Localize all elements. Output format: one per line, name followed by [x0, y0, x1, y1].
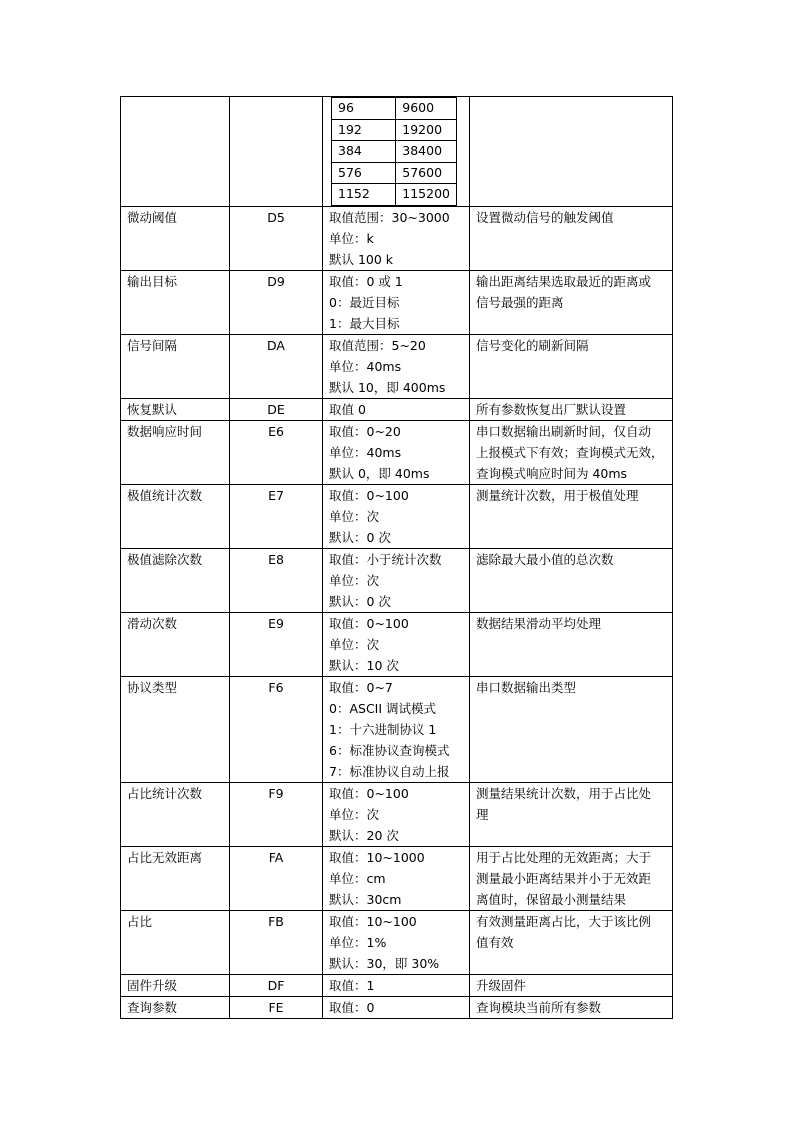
parameter-value-line: 取值：0~20: [329, 423, 401, 439]
parameter-value-line: 单位：40ms: [329, 358, 402, 374]
parameter-value-line: 默认 100 k: [329, 251, 394, 267]
parameter-name: 占比: [121, 910, 230, 974]
baud-table-row: [332, 141, 457, 163]
parameter-value-line: 默认：30cm: [329, 891, 402, 907]
parameter-name: 滑动次数: [121, 612, 230, 676]
parameter-row: [121, 612, 673, 676]
parameter-value-line: 1：最大目标: [329, 315, 400, 331]
parameter-value-line: 取值范围：30~3000: [329, 209, 450, 225]
parameter-code: E6: [230, 420, 323, 484]
parameter-values: [323, 676, 470, 782]
parameter-description-line: 数据结果滑动平均处理: [476, 615, 602, 631]
parameter-code: F6: [230, 676, 323, 782]
parameter-name: 数据响应时间: [121, 420, 230, 484]
parameter-code: E9: [230, 612, 323, 676]
parameter-values: [323, 420, 470, 484]
parameter-value-line: 默认：30，即 30%: [329, 955, 440, 971]
parameter-values: [323, 782, 470, 846]
parameter-values: [323, 270, 470, 334]
parameter-description: [470, 612, 673, 676]
parameter-description: [470, 484, 673, 548]
parameter-description-line: 滤除最大最小值的总次数: [476, 551, 614, 567]
parameter-value-line: 单位：次: [329, 636, 380, 652]
baud-setting-value: 1152: [332, 184, 396, 206]
parameter-code: D9: [230, 270, 323, 334]
parameter-description-line: 查询模块当前所有参数: [476, 999, 602, 1015]
baud-setting-value: 192: [332, 119, 396, 141]
parameter-name: 协议类型: [121, 676, 230, 782]
parameter-value-line: 取值：小于统计次数: [329, 551, 442, 567]
parameter-value-line: 单位：次: [329, 806, 380, 822]
parameter-description-line: 信号最强的距离: [476, 294, 564, 310]
parameter-value-line: 取值 0: [329, 401, 366, 417]
parameter-description: [470, 996, 673, 1018]
parameter-values: [323, 612, 470, 676]
parameter-value-line: 取值：0 或 1: [329, 273, 403, 289]
parameter-description: [470, 548, 673, 612]
baud-table-row: [332, 119, 457, 141]
parameter-code: DF: [230, 974, 323, 996]
parameter-code: FA: [230, 846, 323, 910]
baud-rate-value: 57600: [396, 162, 457, 184]
parameter-value-line: 取值范围：5~20: [329, 337, 426, 353]
parameter-row: [121, 270, 673, 334]
parameter-row: [121, 420, 673, 484]
parameter-value-line: 6：标准协议查询模式: [329, 742, 450, 758]
parameter-value-line: 单位：cm: [329, 870, 386, 886]
parameter-description: [470, 398, 673, 420]
parameter-value-line: 默认：20 次: [329, 827, 399, 843]
parameter-description: [470, 334, 673, 398]
parameter-value-line: 取值：0~100: [329, 785, 409, 801]
parameter-description-line: 离值时，保留最小测量结果: [476, 891, 627, 907]
parameter-values: [323, 398, 470, 420]
parameter-name: 查询参数: [121, 996, 230, 1018]
parameter-description-line: 输出距离结果选取最近的距离或: [476, 273, 652, 289]
parameter-description: [470, 206, 673, 270]
parameter-description-line: 测量统计次数，用于极值处理: [476, 487, 639, 503]
parameter-values: [323, 484, 470, 548]
parameter-row: [121, 398, 673, 420]
parameter-value-line: 单位：k: [329, 230, 374, 246]
parameter-description-line: 测量最小距离结果并小于无效距: [476, 870, 652, 886]
parameter-value-line: 默认：10 次: [329, 657, 399, 673]
parameter-value-line: 1：十六进制协议 1: [329, 721, 437, 737]
parameter-value-line: 0：最近目标: [329, 294, 400, 310]
parameter-code: FB: [230, 910, 323, 974]
parameter-table: [120, 96, 673, 1019]
parameter-value-line: 默认 0，即 40ms: [329, 465, 430, 481]
baud-table-row: [332, 98, 457, 120]
parameter-row: [121, 334, 673, 398]
parameter-description: [470, 846, 673, 910]
parameter-name: 占比统计次数: [121, 782, 230, 846]
parameter-values: [323, 846, 470, 910]
parameter-value-line: 0：ASCII 调试模式: [329, 700, 437, 716]
parameter-value-line: 默认：0 次: [329, 529, 391, 545]
parameter-value-line: 取值：0~100: [329, 615, 409, 631]
parameter-code: D5: [230, 206, 323, 270]
baud-rate-value: 115200: [396, 184, 457, 206]
parameter-row: [121, 548, 673, 612]
baud-table-row: [332, 184, 457, 206]
baud-name-cell: [121, 97, 230, 207]
parameter-name: 占比无效距离: [121, 846, 230, 910]
parameter-values: [323, 206, 470, 270]
baud-rate-value: 9600: [396, 98, 457, 120]
parameter-value-line: 取值：0~100: [329, 487, 409, 503]
parameter-value-line: 单位：1%: [329, 934, 387, 950]
parameter-value-line: 默认 10，即 400ms: [329, 379, 446, 395]
parameter-name: 固件升级: [121, 974, 230, 996]
parameter-name: 微动阈值: [121, 206, 230, 270]
parameter-description-line: 值有效: [476, 934, 514, 950]
parameter-value-line: 单位：次: [329, 508, 380, 524]
parameter-code: E7: [230, 484, 323, 548]
parameter-value-line: 取值：0~7: [329, 679, 393, 695]
baud-rate-row: [121, 97, 673, 207]
parameter-name: 恢复默认: [121, 398, 230, 420]
parameter-description-line: 用于占比处理的无效距离；大于: [476, 849, 652, 865]
baud-code-cell: [230, 97, 323, 207]
parameter-value-line: 取值：10~1000: [329, 849, 425, 865]
parameter-values: [323, 334, 470, 398]
baud-table-row: [332, 162, 457, 184]
parameter-code: E8: [230, 548, 323, 612]
parameter-code: DA: [230, 334, 323, 398]
baud-setting-value: 384: [332, 141, 396, 163]
parameter-values: [323, 548, 470, 612]
parameter-description: [470, 420, 673, 484]
parameter-name: 极值滤除次数: [121, 548, 230, 612]
parameter-description-line: 串口数据输出刷新时间，仅自动: [476, 423, 652, 439]
baud-setting-value: 576: [332, 162, 396, 184]
parameter-description-line: 串口数据输出类型: [476, 679, 577, 695]
parameter-row: [121, 782, 673, 846]
baud-rate-table: [331, 97, 457, 206]
baud-values-cell: [323, 97, 470, 207]
parameter-value-line: 7：标准协议自动上报: [329, 763, 450, 779]
baud-desc-cell: [470, 97, 673, 207]
parameter-row: [121, 974, 673, 996]
parameter-description-line: 理: [476, 806, 489, 822]
parameter-name: 输出目标: [121, 270, 230, 334]
parameter-value-line: 取值：0: [329, 999, 375, 1015]
parameter-value-line: 取值：10~100: [329, 913, 417, 929]
parameter-row: [121, 676, 673, 782]
parameter-values: [323, 974, 470, 996]
parameter-description: [470, 782, 673, 846]
baud-rate-value: 19200: [396, 119, 457, 141]
parameter-row: [121, 206, 673, 270]
parameter-description-line: 设置微动信号的触发阈值: [476, 209, 614, 225]
parameter-description-line: 查询模式响应时间为 40ms: [476, 465, 628, 481]
parameter-values: [323, 910, 470, 974]
parameter-description-line: 测量结果统计次数，用于占比处: [476, 785, 652, 801]
parameter-code: DE: [230, 398, 323, 420]
parameter-values: [323, 996, 470, 1018]
parameter-description: [470, 910, 673, 974]
parameter-row: [121, 846, 673, 910]
parameter-description-line: 信号变化的刷新间隔: [476, 337, 589, 353]
parameter-description-line: 所有参数恢复出厂默认设置: [476, 401, 627, 417]
parameter-description: [470, 974, 673, 996]
parameter-name: 信号间隔: [121, 334, 230, 398]
baud-rate-value: 38400: [396, 141, 457, 163]
parameter-code: F9: [230, 782, 323, 846]
parameter-row: [121, 996, 673, 1018]
parameter-description-line: 有效测量距离占比，大于该比例: [476, 913, 652, 929]
parameter-value-line: 取值：1: [329, 977, 375, 993]
parameter-value-line: 单位：次: [329, 572, 380, 588]
parameter-description-line: 升级固件: [476, 977, 527, 993]
parameter-value-line: 单位：40ms: [329, 444, 402, 460]
parameter-description: [470, 270, 673, 334]
parameter-row: [121, 484, 673, 548]
parameter-name: 极值统计次数: [121, 484, 230, 548]
parameter-description: [470, 676, 673, 782]
parameter-row: [121, 910, 673, 974]
parameter-code: FE: [230, 996, 323, 1018]
parameter-value-line: 默认：0 次: [329, 593, 391, 609]
parameter-description-line: 上报模式下有效；查询模式无效，: [476, 444, 664, 460]
baud-setting-value: 96: [332, 98, 396, 120]
